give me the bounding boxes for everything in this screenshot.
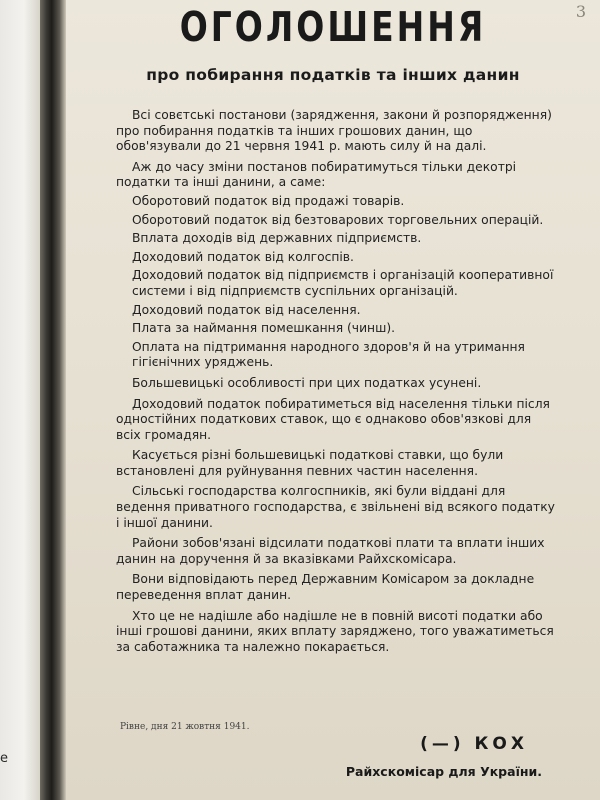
paragraph: Доходовий податок побиратиметься від населення тільки після одностійних податкових ставок, що є однаково обов'язкові для всіх громадян. bbox=[116, 396, 550, 442]
paragraph: Касується різні большевицькі податкові ставки, що були встановлені для руйнування певних частин населення. bbox=[116, 448, 504, 478]
list-item: Оплата на підтримання народного здоров'я й на утримання гігієнічних уряджень. bbox=[132, 339, 525, 370]
left-page-edge bbox=[0, 0, 40, 800]
corner-mark: 3 bbox=[575, 2, 586, 21]
page-subtitle: про побирання податків та інших данин bbox=[146, 66, 520, 84]
paragraph: Вони відповідають перед Державним Комісаром за докладне переведення вплат данин. bbox=[116, 572, 535, 603]
paragraph: Сільські господарства колгоспників, які були віддані для ведення приватного господарства, є звільнені від всякого податку і іншої данини. bbox=[116, 484, 555, 530]
list-item: Доходовий податок від колгоспів. bbox=[132, 249, 354, 264]
paragraph: Хто це не надішле або надішле не в повній висоті податки або інші грошові данини, яких вплату заряджено, того уважатиметься за саботажника та належно покарається. bbox=[116, 608, 554, 654]
paragraph: Райони зобов'язані відсилати податкові плати та вплати інших данин на доручення й за вказівками Райхскомісара. bbox=[116, 536, 545, 566]
announcement-body bbox=[116, 108, 556, 658]
list-item: Доходовий податок від підприємств і організацій кооперативної системи і від підприємств суспільних організацій. bbox=[132, 268, 554, 298]
paragraph-list-lead: Аж до часу зміни постанов побиратимуться тільки декотрі податки та інші данини, а саме: bbox=[116, 159, 517, 190]
list-item: Плата за наймання помешкання (чинш). bbox=[132, 321, 396, 336]
paragraph-intro: Всі совєтські постанови (зарядження, закони й розпорядження) про побирання податків та інших грошових данин, що обов'язували до 21 червня 1941 р. мають силу й на далі. bbox=[116, 108, 552, 154]
signature-role: Райхскомісар для України. bbox=[345, 764, 542, 779]
list-item: Оборотовий податок від продажі товарів. bbox=[132, 193, 405, 208]
list-item: Доходовий податок від населення. bbox=[132, 302, 361, 317]
list-item: Вплата доходів від державних підприємств. bbox=[132, 231, 422, 246]
left-margin-mark: e bbox=[0, 751, 8, 766]
list-item: Оборотовий податок від безтоварових торговельних операцій. bbox=[132, 212, 544, 227]
signature: (—) КОХ bbox=[420, 734, 528, 754]
paragraph: Большевицькі особливості при цих податках усунені. bbox=[132, 375, 482, 390]
binding-spine bbox=[40, 0, 66, 800]
announcement-sheet bbox=[66, 0, 600, 800]
page-title: ОГОЛОШЕННЯ bbox=[179, 2, 487, 51]
place-date: Рівне, дня 21 жовтня 1941. bbox=[120, 722, 250, 732]
